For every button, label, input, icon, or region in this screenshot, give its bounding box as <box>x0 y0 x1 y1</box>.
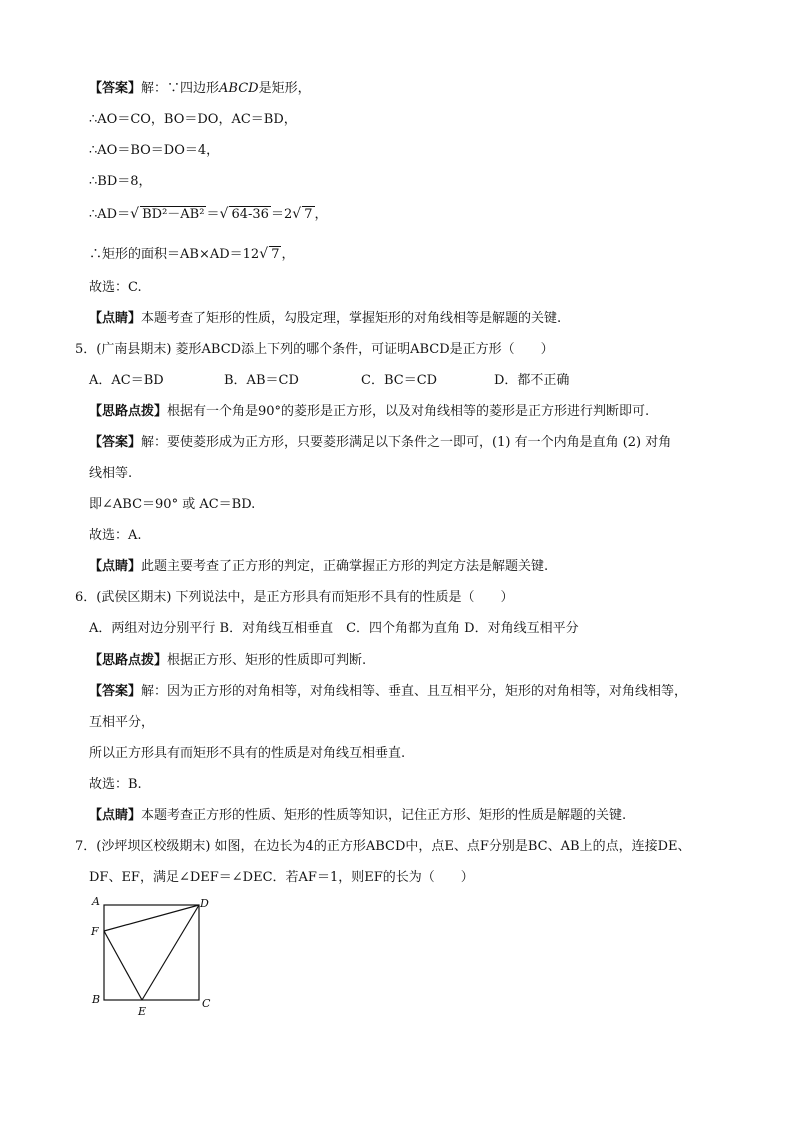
q4-step-5 <box>89 206 328 224</box>
area-prefix: ∴矩形的面积＝AB×AD＝12 <box>89 247 260 262</box>
note-tag: 【点睛】 <box>89 559 142 574</box>
note-text: 本题考查了矩形的性质，勾股定理，掌握矩形的对角线相等是解题的关键. <box>141 311 562 326</box>
q5-hint <box>89 403 649 421</box>
hint-text: 根据正方形、矩形的性质即可判断. <box>167 653 367 668</box>
note-tag: 【点睛】 <box>89 808 142 823</box>
label-d: D <box>200 897 209 910</box>
answer-text-end: 是矩形， <box>258 81 311 96</box>
q5-answer <box>89 434 671 452</box>
q6-answer-cont: 互相平分， <box>89 715 155 730</box>
q4-answer-line <box>89 80 311 98</box>
area-end: ， <box>281 247 295 262</box>
option-b: B．AB＝CD <box>224 373 299 388</box>
q6-choose: 故选：B. <box>89 777 142 792</box>
segment-fd <box>104 905 199 931</box>
q6-options: A．两组对边分别平行 B．对角线互相垂直 C．四个角都为直角 D．对角线互相平分 <box>89 621 579 636</box>
answer-text: 解：因为正方形的对角相等，对角线相等、垂直、且互相平分，矩形的对角相等，对角线相等， <box>141 684 688 699</box>
option-d: D．都不正确 <box>494 373 570 388</box>
q6-answer <box>89 683 687 701</box>
q7-stem-cont: DF、EF，满足∠DEF＝∠DEC．若AF＝1，则EF的长为（ ） <box>89 870 474 885</box>
q5-choose: 故选：A. <box>89 528 142 543</box>
radicand-1: BD²－AB² <box>142 207 205 222</box>
label-e: E <box>138 1005 147 1018</box>
q5-note <box>89 558 548 576</box>
answer-tag: 【答案】 <box>89 684 142 699</box>
q4-step-6 <box>89 246 294 264</box>
q6-note <box>89 807 626 825</box>
sqrt-expr-2 <box>219 206 270 224</box>
q4-note <box>89 310 561 328</box>
label-f: F <box>91 925 99 938</box>
sqrt-expr-1 <box>130 206 206 224</box>
label-a: A <box>92 895 100 908</box>
q5-then: 即∠ABC＝90° 或 AC＝BD. <box>89 497 256 512</box>
label-c: C <box>202 997 211 1010</box>
q4-step-4: ∴BD＝8， <box>89 174 152 189</box>
q4-choose: 故选：C. <box>89 280 142 295</box>
radicand-area: 7 <box>271 247 280 262</box>
answer-text: 解：要使菱形成为正方形，只要菱形满足以下条件之一即可，(1) 有一个内角是直角 (2) 对角 <box>141 435 672 450</box>
square-abcd <box>104 905 199 1000</box>
equals: ＝ <box>206 207 220 222</box>
segment-fe <box>104 931 142 1000</box>
q7-stem: 7．(沙坪坝区校级期末) 如图，在边长为4的正方形ABCD中，点E、点F分别是BC、AB上的点，连接DE、 <box>75 839 691 854</box>
radicand-3: 7 <box>304 207 313 222</box>
equals-2: ＝2 <box>270 207 293 222</box>
q5-answer-cont: 线相等. <box>89 466 133 481</box>
abcd-label: ABCD <box>219 81 259 96</box>
q6-stem: 6．(武侯区期末) 下列说法中，是正方形具有而矩形不具有的性质是（ ） <box>75 590 514 605</box>
hint-text: 根据有一个角是90°的菱形是正方形，以及对角线相等的菱形是正方形进行判断即可. <box>167 404 650 419</box>
label-b: B <box>92 993 101 1006</box>
answer-tag: 【答案】 <box>89 435 142 450</box>
q6-hint <box>89 652 366 670</box>
q4-step-2: ∴AO＝CO，BO＝DO，AC＝BD， <box>89 112 297 127</box>
option-a: A．AC＝BD <box>89 373 164 388</box>
answer-tag: 【答案】 <box>89 81 142 96</box>
note-text: 此题主要考查了正方形的判定，正确掌握正方形的判定方法是解题关键. <box>141 559 549 574</box>
option-c: C．BC＝CD <box>361 373 438 388</box>
hint-tag: 【思路点拨】 <box>89 404 168 419</box>
hint-tag: 【思路点拨】 <box>89 653 168 668</box>
sqrt-expr-3 <box>292 206 314 224</box>
sqrt-area <box>259 246 281 264</box>
expr-prefix: ∴AD＝ <box>89 207 131 222</box>
q5-stem: 5．(广南县期末) 菱形ABCD添上下列的哪个条件，可证明ABCD是正方形（ ） <box>75 342 554 357</box>
note-tag: 【点睛】 <box>89 311 142 326</box>
expr-end: ， <box>314 207 328 222</box>
q6-so: 所以正方形具有而矩形不具有的性质是对角线互相垂直. <box>89 746 406 761</box>
radicand-2: 64-36 <box>231 207 269 222</box>
answer-text: 解：∵四边形 <box>141 81 220 96</box>
note-text: 本题考查正方形的性质、矩形的性质等知识，记住正方形、矩形的性质是解题的关键. <box>141 808 627 823</box>
q4-step-3: ∴AO＝BO＝DO＝4， <box>89 143 220 158</box>
square-figure <box>90 893 220 1023</box>
segment-ed <box>142 905 199 1000</box>
